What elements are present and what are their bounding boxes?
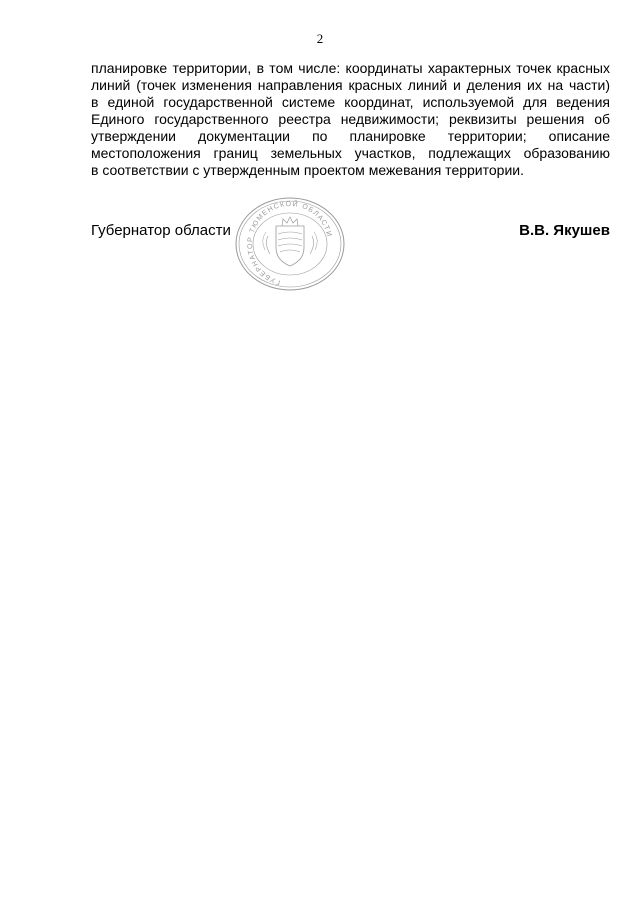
seal-inscription: ГУБЕРНАТОР ТЮМЕНСКОЙ ОБЛАСТИ xyxy=(246,200,333,286)
body-line: линий (точек изменения направления красных линий и деления их на части) xyxy=(91,77,610,93)
body-line: в соответствии с утвержденным проектом межевания территории. xyxy=(91,162,524,178)
body-line: планировке территории, в том числе: координаты характерных точек красных xyxy=(91,60,610,76)
body-line: местоположения границ земельных участков, подлежащих образованию xyxy=(91,145,610,161)
page-number: 2 xyxy=(316,31,324,46)
signer-position: Губернатор области xyxy=(91,222,231,239)
body-line: утверждении документации по планировке территории; описание xyxy=(91,128,610,144)
body-line: Единого государственного реестра недвижимости; реквизиты решения об xyxy=(91,111,610,127)
body-text xyxy=(91,60,610,179)
body-line: в единой государственной системе координат, используемой для ведения xyxy=(91,94,610,110)
official-seal-icon xyxy=(234,196,346,292)
signature-block xyxy=(91,222,610,242)
signer-name: В.В. Якушев xyxy=(519,222,610,239)
